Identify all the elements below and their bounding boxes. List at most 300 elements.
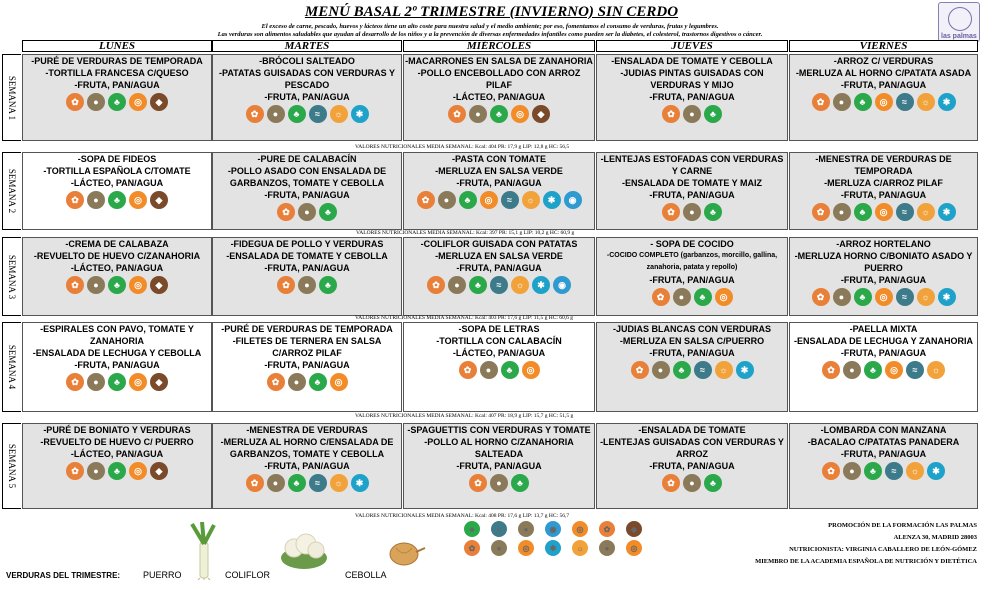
food-icons [404, 191, 594, 209]
dish-line: - SOPA DE COCIDO [650, 239, 734, 249]
legend-item [462, 520, 482, 537]
cereal-icon: ✿ [662, 105, 680, 123]
legend-item [597, 520, 617, 537]
marisco-icon: ☼ [906, 462, 924, 480]
huevo-icon: ◎ [522, 361, 540, 379]
food-icons [23, 276, 211, 294]
cereal-icon: ✿ [66, 373, 84, 391]
dish-line: -MENESTRA DE VERDURAS [246, 425, 368, 435]
verdura-icon: ♣ [108, 462, 126, 480]
dish-line: -LOMBARDA CON MANZANA [820, 425, 947, 435]
dish-line: -BRÓCOLI SALTEADO [259, 56, 355, 66]
dish-line: -PURE DE CALABACÍN [257, 154, 357, 164]
dish-line: -FRUTA, PAN/AGUA [649, 190, 735, 200]
verdura-icon: ♣ [459, 191, 477, 209]
week-label: SEMANA 3 [7, 254, 17, 299]
dish-line: -MERLUZA EN SALSA VERDE [435, 251, 563, 261]
dish-line: -FRUTA, PAN/AGUA [264, 263, 350, 273]
legumbre-icon: ● [833, 93, 851, 111]
dish-line: -MERLUZA EN SALSA VERDE [435, 166, 563, 176]
legumbre-icon: ● [87, 462, 105, 480]
huevo-icon: ◎ [518, 540, 534, 556]
nutrition-summary: VALORES NUTRICIONALES MEDIA SEMANAL: Kcal: 407 PR: 18,9 g LIP: 15,7 g HC: 51,5 g [355, 413, 574, 419]
legumbre-icon: ● [469, 105, 487, 123]
food-icons [213, 276, 401, 294]
dish-line: -FRUTA, PAN/AGUA [74, 360, 160, 370]
cereal-icon: ✿ [417, 191, 435, 209]
pescado-icon: ≈ [896, 93, 914, 111]
dish-line: -FRUTA, PAN/AGUA [840, 348, 927, 358]
carne-icon: ◆ [150, 191, 168, 209]
dish-line: -SPAGUETTIS CON VERDURAS Y TOMATE [407, 425, 591, 435]
menu-cell [22, 237, 212, 316]
legumbre-icon: ● [288, 373, 306, 391]
menu-cell [212, 423, 402, 509]
pescado-icon: ≈ [896, 203, 914, 221]
legumbre-icon: ● [87, 276, 105, 294]
menu-cell [596, 152, 788, 230]
huevo-icon: ◎ [572, 521, 588, 537]
dish-line: -FRUTA, PAN/AGUA [649, 92, 735, 102]
legumbre-icon: ● [843, 361, 861, 379]
cereal-icon: ✿ [812, 93, 830, 111]
verdura-icon: ♣ [864, 361, 882, 379]
huevo-icon: ◎ [511, 105, 529, 123]
pescado-icon: ≈ [490, 276, 508, 294]
carne-icon: ◆ [150, 93, 168, 111]
dish-line: -PURÉ DE VERDURAS DE TEMPORADA [221, 324, 393, 334]
verdura-icon: ♣ [490, 105, 508, 123]
huevo-icon: ◎ [129, 93, 147, 111]
huevo-icon: ◎ [875, 203, 893, 221]
dish-line: -PATATAS GUISADAS CON VERDURAS Y PESCADO [218, 68, 395, 90]
food-icons [404, 276, 594, 294]
dish-line: -FRUTA, PAN/AGUA [264, 92, 350, 102]
marisco-icon: ☼ [511, 276, 529, 294]
food-icons [790, 462, 977, 480]
huevo-icon: ◎ [129, 462, 147, 480]
verdura-icon: ♣ [704, 203, 722, 221]
legumbre-icon: ● [87, 373, 105, 391]
dish-line: -FRUTA, PAN/AGUA [264, 461, 350, 471]
dish-line: -PASTA CON TOMATE [452, 154, 546, 164]
carne-icon: ◆ [150, 373, 168, 391]
cereal-icon: ✿ [652, 288, 670, 306]
promo-line-1: PROMOCIÓN DE LA FORMACIÓN LAS PALMAS [828, 522, 977, 529]
nutrition-summary: VALORES NUTRICIONALES MEDIA SEMANAL: Kcal: 397 PR: 15,1 g LIP: 10,2 g HC: 60,9 g [356, 230, 575, 236]
legend-item [489, 520, 509, 537]
menu-cell [22, 54, 212, 141]
legumbre-icon: ● [683, 474, 701, 492]
mar-icon: ✱ [938, 288, 956, 306]
week-label-cell [2, 152, 21, 230]
dish-line: -MERLUZA AL HORNO C/PATATA ASADA [795, 68, 972, 78]
cereal-icon: ✿ [459, 361, 477, 379]
verdura-icon: ♣ [108, 276, 126, 294]
dish-line: -FRUTA, PAN/AGUA [456, 461, 542, 471]
menu-cell [212, 237, 402, 316]
dish-line: -JUDIAS BLANCAS CON VERDURAS [612, 324, 771, 334]
menu-cell [212, 322, 402, 412]
menu-cell [789, 322, 978, 412]
dish-line: -ENSALADA DE LECHUGA Y ZANAHORIA [793, 336, 973, 346]
cereal-icon: ✿ [662, 474, 680, 492]
food-icons [790, 203, 977, 221]
legumbre-icon: ● [298, 276, 316, 294]
cereal-icon: ✿ [427, 276, 445, 294]
food-icons [597, 288, 787, 306]
carne-icon: ◆ [150, 462, 168, 480]
cereal-icon: ✿ [822, 361, 840, 379]
verdura-icon: ♣ [854, 203, 872, 221]
marisco-icon: ☼ [330, 474, 348, 492]
food-icons [790, 361, 977, 379]
carne-icon: ◆ [532, 105, 550, 123]
lacteo-icon: ◉ [545, 521, 561, 537]
dish-line: -ENSALADA DE LECHUGA Y CEBOLLA [32, 348, 202, 358]
verdura-icon: ♣ [469, 276, 487, 294]
dish-line: -REVUELTO DE HUEVO C/ PUERRO [40, 437, 194, 447]
huevo-icon: ◎ [480, 191, 498, 209]
dish-line: -FILETES DE TERNERA EN SALSA C/ARROZ PILAF [232, 336, 382, 358]
dish-line: -ENSALADA DE TOMATE Y CEBOLLA [226, 251, 388, 261]
mar-icon: ✱ [938, 93, 956, 111]
cereal-icon: ✿ [277, 276, 295, 294]
food-icons [23, 191, 211, 209]
cereal-icon: ✿ [277, 203, 295, 221]
lacteo-icon: ◉ [564, 191, 582, 209]
verdura-icon: ♣ [673, 361, 691, 379]
dish-line: -MERLUZA HORNO C/BONIATO ASADO Y PUERRO [794, 251, 973, 273]
verdura-icon: ♣ [108, 373, 126, 391]
pescado-icon: ≈ [309, 105, 327, 123]
dish-line: -ENSALADA DE TOMATE Y CEBOLLA [611, 56, 773, 66]
legend-item [570, 539, 590, 556]
legend-item [516, 539, 536, 556]
pescado-icon: ≈ [491, 521, 507, 537]
dish-line: -MERLUZA C/ARROZ PILAF [824, 178, 943, 188]
cereal-icon: ✿ [822, 462, 840, 480]
dish-line: -SOPA DE LETRAS [458, 324, 540, 334]
day-header-1: MARTES [212, 40, 402, 52]
mar-icon: ✱ [543, 191, 561, 209]
legend-item [462, 539, 482, 556]
dish-line: -MERLUZA EN SALSA C/PUERRO [619, 336, 765, 346]
verdura-icon: ♣ [288, 474, 306, 492]
legumbre-icon: ● [438, 191, 456, 209]
cereal-icon: ✿ [246, 474, 264, 492]
menu-cell [403, 152, 595, 230]
legend-row [462, 539, 687, 556]
food-icons [404, 474, 594, 492]
dish-line: -TORTILLA ESPAÑOLA C/TOMATE [43, 166, 191, 176]
verdura-icon: ♣ [288, 105, 306, 123]
day-header-0: LUNES [22, 40, 212, 52]
mar-icon: ✱ [938, 203, 956, 221]
veg-label: VERDURAS DEL TRIMESTRE: [6, 571, 121, 580]
menu-cell [789, 423, 978, 509]
dish-line: -MENESTRA DE VERDURAS DE TEMPORADA [815, 154, 952, 176]
legumbre-icon: ● [87, 191, 105, 209]
menu-cell [789, 54, 978, 141]
huevo-icon: ◎ [875, 288, 893, 306]
dish-line: -MERLUZA AL HORNO C/ENSALADA DE GARBANZOS, TOMATE Y CEBOLLA [220, 437, 394, 459]
dish-line: -FRUTA, PAN/AGUA [264, 190, 350, 200]
menu-cell [596, 423, 788, 509]
dish-line: -LÁCTEO, PAN/AGUA [452, 348, 546, 358]
dish-line: -FRUTA, PAN/AGUA [840, 80, 927, 90]
veg-puerro-label: PUERRO [143, 570, 182, 580]
pescado-icon: ≈ [896, 288, 914, 306]
subtitle-1: El exceso de carne, pescado, huevos y lácteos tiene un alto coste para nuestra salud y el medio ambiente; por eso, fomentamos el consumo de verduras, frutas y legumbres. [261, 23, 719, 30]
dish-line: -FRUTA, PAN/AGUA [264, 360, 350, 370]
menu-cell [22, 322, 212, 412]
cereal-icon: ✿ [448, 105, 466, 123]
day-header-4: VIERNES [789, 40, 978, 52]
legumbre-icon: ● [490, 474, 508, 492]
huevo-icon: ◎ [129, 191, 147, 209]
huevo-icon: ◎ [330, 373, 348, 391]
dish-line: -FRUTA, PAN/AGUA [840, 275, 927, 285]
legumbre-icon: ● [267, 105, 285, 123]
dish-line: -FRUTA, PAN/AGUA [649, 461, 735, 471]
food-icons [597, 203, 787, 221]
menu-cell [596, 322, 788, 412]
verdura-icon: ♣ [464, 521, 480, 537]
marisco-icon: ☼ [927, 361, 945, 379]
marisco-icon: ☼ [572, 540, 588, 556]
mar-icon: ✱ [351, 474, 369, 492]
week-label-cell [2, 237, 21, 316]
marisco-icon: ☼ [917, 93, 935, 111]
mar-icon: ✱ [927, 462, 945, 480]
day-header-3: JUEVES [596, 40, 788, 52]
marisco-icon: ☼ [715, 361, 733, 379]
legumbre-icon: ● [87, 93, 105, 111]
food-icons [213, 474, 401, 492]
cereal-icon: ✿ [631, 361, 649, 379]
menu-cell [212, 152, 402, 230]
cereal-icon: ✿ [267, 373, 285, 391]
verdura-icon: ♣ [704, 105, 722, 123]
verdura-icon: ♣ [319, 276, 337, 294]
mar-icon: ✱ [736, 361, 754, 379]
pescado-icon: ≈ [501, 191, 519, 209]
cereal-icon: ✿ [464, 540, 480, 556]
dish-line: -LÁCTEO, PAN/AGUA [452, 92, 546, 102]
food-icons [23, 93, 211, 111]
food-icons [23, 373, 211, 391]
legend-item [624, 520, 644, 537]
dish-line: -ENSALADA DE TOMATE Y MAIZ [621, 178, 762, 188]
dish-line: -TORTILLA FRANCESA C/QUESO [45, 68, 189, 78]
page-title: MENÚ BASAL 2º TRIMESTRE (INVIERNO) SIN CERDO [304, 4, 679, 20]
legend-row [462, 520, 687, 537]
food-icons [597, 474, 787, 492]
legumbre-icon: ● [448, 276, 466, 294]
verdura-icon: ♣ [309, 373, 327, 391]
huevo-icon: ◎ [885, 361, 903, 379]
legumbre-icon: ● [480, 361, 498, 379]
cereal-icon: ✿ [812, 288, 830, 306]
promo-line-3: NUTRICIONISTA: VIRGINIA CABALLERO DE LEÓN-GÓMEZ [789, 546, 977, 553]
marisco-icon: ☼ [917, 288, 935, 306]
dish-line: -LENTEJAS ESTOFADAS CON VERDURAS Y CARNE [600, 154, 784, 176]
dish-line: -LÁCTEO, PAN/AGUA [70, 263, 164, 273]
mar-icon: ✱ [545, 540, 561, 556]
logo: las palmas [938, 2, 980, 42]
food-legend [462, 520, 687, 586]
pescado-icon: ≈ [309, 474, 327, 492]
food-icons [404, 105, 594, 123]
huevo-icon: ◎ [626, 540, 642, 556]
menu-cell [22, 423, 212, 509]
dish-line: -FRUTA, PAN/AGUA [74, 80, 160, 90]
verdura-icon: ♣ [319, 203, 337, 221]
dish-line: -FIDEGUA DE POLLO Y VERDURAS [230, 239, 384, 249]
legumbre-icon: ● [833, 288, 851, 306]
food-icons [597, 105, 787, 123]
cereal-icon: ✿ [66, 462, 84, 480]
legumbre-icon: ● [833, 203, 851, 221]
pescado-icon: ≈ [906, 361, 924, 379]
dish-line: -REVUELTO DE HUEVO C/ZANAHORIA [33, 251, 201, 261]
dish-line: -ARROZ C/ VERDURAS [833, 56, 934, 66]
menu-cell [596, 237, 788, 316]
week-label-cell [2, 54, 21, 141]
dish-line: -CREMA DE CALABAZA [65, 239, 169, 249]
legend-item [570, 520, 590, 537]
dish-line: -JUDIAS PINTAS GUISADAS CON VERDURAS Y MIJO [620, 68, 764, 90]
promo-line-2: ALENZA 30, MADRID 28003 [893, 534, 977, 541]
food-icons [597, 361, 787, 379]
leek-image [186, 522, 222, 580]
cereal-icon: ✿ [66, 191, 84, 209]
menu-cell [212, 54, 402, 141]
dish-line: -PURÉ DE VERDURAS DE TEMPORADA [31, 56, 203, 66]
legend-item [597, 539, 617, 556]
subtitle-2: Las verduras son alimentos saludables que ayudan al desarrollo de los niños y a la prevención de diversas enfermedades infantiles como pueden ser la diabetes, el colesterol, trastornos digestivos o cáncer. [217, 31, 763, 38]
cereal-icon: ✿ [66, 93, 84, 111]
day-header-2: MIÉRCOLES [403, 40, 595, 52]
dish-line: -LÁCTEO, PAN/AGUA [70, 449, 164, 459]
legumbre-icon: ● [267, 474, 285, 492]
veg-cebolla-label: CEBOLLA [345, 570, 387, 580]
dish-line: -FRUTA, PAN/AGUA [456, 263, 542, 273]
week-label-cell [2, 322, 21, 412]
promo-line-4: MIEMBRO DE LA ACADEMIA ESPAÑOLA DE NUTRICIÓN Y DIETÉTICA [755, 558, 977, 565]
huevo-icon: ◎ [875, 93, 893, 111]
verdura-icon: ♣ [108, 93, 126, 111]
week-label-cell [2, 423, 21, 509]
menu-cell [403, 237, 595, 316]
dish-line: -LÁCTEO, PAN/AGUA [70, 178, 164, 188]
dish-line: -PAELLA MIXTA [849, 324, 918, 334]
legumbre-icon: ● [843, 462, 861, 480]
week-label: SEMANA 4 [7, 344, 17, 390]
legumbre-icon: ● [298, 203, 316, 221]
dish-line: -FRUTA, PAN/AGUA [649, 275, 735, 285]
pescado-icon: ≈ [694, 361, 712, 379]
nutrition-summary: VALORES NUTRICIONALES MEDIA SEMANAL: Kcal: 403 PR: 17,6 g LIP: 11,5 g HC: 60,6 g [355, 315, 574, 321]
legend-item [543, 539, 563, 556]
nutrition-summary: VALORES NUTRICIONALES MEDIA SEMANAL: Kcal: 404 PR: 17,9 g LIP: 12,8 g HC: 56,5 [355, 144, 570, 150]
verdura-icon: ♣ [864, 462, 882, 480]
promo-block [755, 520, 977, 568]
food-icons [213, 203, 401, 221]
legumbre-icon: ● [599, 540, 615, 556]
legend-item [543, 520, 563, 537]
dish-line: -POLLO AL HORNO C/ZANAHORIA SALTEADA [424, 437, 574, 459]
legend-item [624, 539, 644, 556]
dish-line: -PURÉ DE BONIATO Y VERDURAS [43, 425, 191, 435]
verdura-icon: ♣ [501, 361, 519, 379]
menu-cell [22, 152, 212, 230]
cauliflower-image [280, 530, 328, 570]
legumbre-icon: ● [673, 288, 691, 306]
dish-line: -FRUTA, PAN/AGUA [456, 178, 542, 188]
dish-line: -ARROZ HORTELANO [836, 239, 931, 249]
legend-item [489, 539, 509, 556]
dish-line: -SOPA DE FIDEOS [77, 154, 157, 164]
dish-line: -POLLO ASADO CON ENSALADA DE GARBANZOS, TOMATE Y CEBOLLA [227, 166, 387, 188]
cereal-icon: ✿ [246, 105, 264, 123]
huevo-icon: ◎ [129, 276, 147, 294]
huevo-icon: ◎ [129, 373, 147, 391]
legumbre-icon: ● [683, 105, 701, 123]
dish-line: -FRUTA, PAN/AGUA [840, 190, 927, 200]
dish-line: -FRUTA, PAN/AGUA [840, 449, 927, 459]
legumbre-icon: ● [491, 540, 507, 556]
week-label: SEMANA 2 [7, 168, 17, 214]
week-label: SEMANA 5 [7, 443, 17, 489]
marisco-icon: ☼ [522, 191, 540, 209]
menu-cell [403, 423, 595, 509]
dish-line: -ENSALADA DE TOMATE [638, 425, 746, 435]
dish-line: -MACARRONES EN SALSA DE ZANAHORIA [405, 56, 593, 66]
dish-line: -POLLO ENCEBOLLADO CON ARROZ PILAF [417, 68, 581, 90]
cereal-icon: ✿ [812, 203, 830, 221]
carne-icon: ◆ [150, 276, 168, 294]
food-icons [213, 373, 401, 391]
dish-line: -LENTEJAS GUISADAS CON VERDURAS Y ARROZ [600, 437, 784, 459]
cereal-icon: ✿ [469, 474, 487, 492]
veg-coliflor-label: COLIFLOR [225, 570, 271, 580]
food-icons [404, 361, 594, 379]
menu-cell [403, 54, 595, 141]
cereal-icon: ✿ [66, 276, 84, 294]
marisco-icon: ☼ [917, 203, 935, 221]
marisco-icon: ☼ [330, 105, 348, 123]
mar-icon: ✱ [351, 105, 369, 123]
mar-icon: ✱ [532, 276, 550, 294]
verdura-icon: ♣ [694, 288, 712, 306]
dish-line: -FRUTA, PAN/AGUA [649, 348, 735, 358]
verdura-icon: ♣ [854, 93, 872, 111]
cereal-icon: ✿ [662, 203, 680, 221]
menu-cell [403, 322, 595, 412]
dish-line: -TORTILLA CON CALABACÍN [436, 336, 562, 346]
verdura-icon: ♣ [854, 288, 872, 306]
verdura-icon: ♣ [511, 474, 529, 492]
week-label: SEMANA 1 [7, 75, 17, 120]
verdura-icon: ♣ [704, 474, 722, 492]
huevo-icon: ◎ [715, 288, 733, 306]
pescado-icon: ≈ [885, 462, 903, 480]
food-icons [790, 288, 977, 306]
legend-item [516, 520, 536, 537]
menu-cell [596, 54, 788, 141]
